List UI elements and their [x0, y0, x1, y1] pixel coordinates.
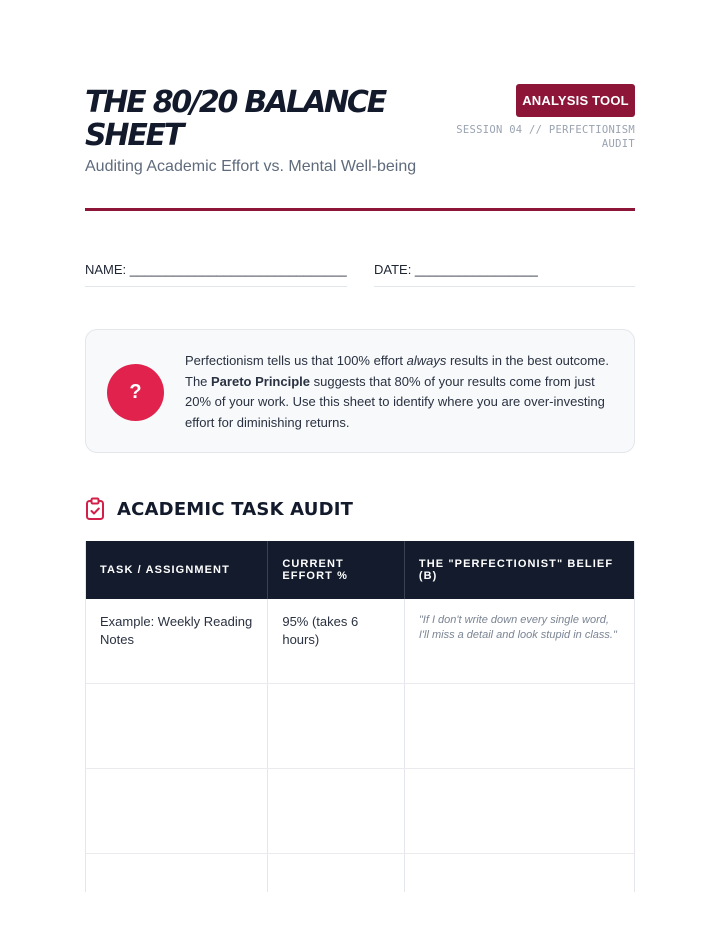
- effort-cell[interactable]: [268, 684, 405, 768]
- effort-cell[interactable]: 95% (takes 6 hours): [268, 599, 405, 683]
- page-title: THE 80/20 BALANCE SHEET: [85, 85, 386, 153]
- callout-emphasis: always: [406, 353, 447, 368]
- table-row: [86, 599, 634, 684]
- belief-cell[interactable]: [405, 684, 634, 768]
- effort-cell[interactable]: [268, 854, 405, 892]
- page-header: [85, 84, 635, 184]
- callout-line2-b: suggests that 80% of your results come from just 20% of your work. Use this sheet to identify where you are over-investing effort for diminishing returns.: [185, 373, 605, 430]
- date-field[interactable]: DATE: _________________: [374, 262, 635, 287]
- column-header-belief: THE "PERFECTIONIST" BELIEF (B): [418, 558, 614, 582]
- callout-line1-b: results in the best outcome.: [446, 353, 609, 368]
- table-row: [86, 854, 634, 892]
- question-icon: ?: [107, 364, 164, 421]
- header-divider: [85, 208, 635, 211]
- column-header-task: TASK / ASSIGNMENT: [86, 541, 268, 599]
- table-header-row: [86, 541, 634, 599]
- task-audit-table: [85, 541, 635, 892]
- name-field[interactable]: NAME: ______________________________: [85, 262, 347, 287]
- callout-strong: Pareto Principle: [211, 373, 310, 389]
- task-cell[interactable]: Example: Weekly Reading Notes: [86, 599, 268, 683]
- section-header: [85, 495, 353, 523]
- page-subtitle: Auditing Academic Effort vs. Mental Well-being: [85, 158, 417, 175]
- analysis-tool-badge: ANALYSIS TOOL: [516, 84, 635, 117]
- session-label: SESSION 04 // PERFECTIONISM AUDIT: [456, 124, 635, 150]
- table-row: [86, 684, 634, 769]
- task-cell[interactable]: [86, 684, 268, 768]
- info-callout: [85, 329, 635, 453]
- table-row: [86, 769, 634, 854]
- belief-cell[interactable]: [405, 769, 634, 853]
- callout-text: [185, 351, 615, 433]
- callout-line1-a: Perfectionism tells us that 100% effort: [185, 353, 407, 368]
- task-cell[interactable]: [86, 854, 268, 892]
- belief-cell[interactable]: [405, 854, 634, 892]
- effort-cell[interactable]: [268, 769, 405, 853]
- belief-cell[interactable]: "If I don't write down every single word, I'll miss a detail and look stupid in class.": [418, 614, 617, 641]
- section-title: ACADEMIC TASK AUDIT: [117, 498, 354, 520]
- column-header-effort: CURRENT EFFORT %: [268, 541, 405, 599]
- task-cell[interactable]: [86, 769, 268, 853]
- callout-line2-a: The: [185, 373, 212, 389]
- clipboard-check-icon: [85, 497, 105, 521]
